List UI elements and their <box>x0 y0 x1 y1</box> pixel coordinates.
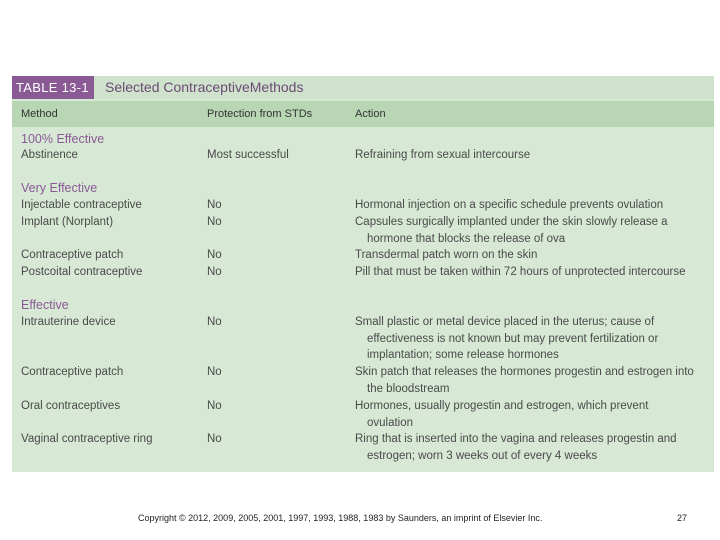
action-cell: Refraining from sexual intercourse <box>355 149 531 161</box>
method-cell: Oral contraceptives <box>21 400 121 412</box>
action-cell: Small plastic or metal device placed in the uterus; cause of effectiveness is not known but may prevent fertilization or implantation; some release hormones <box>355 316 659 362</box>
action-cell: Hormones, usually progestin and estrogen, which prevent ovulation <box>355 400 649 429</box>
protection-cell: No <box>207 199 222 211</box>
protection-cell: No <box>207 433 222 445</box>
action-cell: Hormonal injection on a specific schedule prevents ovulation <box>355 199 664 211</box>
column-header-action: Action <box>355 108 386 120</box>
protection-cell: No <box>207 400 222 412</box>
action-cell: Transdermal patch worn on the skin <box>355 249 538 261</box>
action-cell: Ring that is inserted into the vagina and releases progestin and estrogen; worn 3 weeks out of every 4 weeks <box>355 433 677 462</box>
action-cell: Capsules surgically implanted under the skin slowly release a hormone that blocks the release of ova <box>355 216 668 245</box>
method-cell: Abstinence <box>21 149 78 161</box>
action-cell: Skin patch that releases the hormones progestin and estrogen into the bloodstream <box>355 366 694 395</box>
section-heading-100-effective: 100% Effective <box>21 132 105 146</box>
copyright-notice: Copyright © 2012, 2009, 2005, 2001, 1997, 1993, 1988, 1983 by Saunders, an imprint of Elsevier Inc. <box>138 513 543 523</box>
protection-cell: No <box>207 316 222 328</box>
table-title: Selected ContraceptiveMethods <box>105 79 304 95</box>
method-cell: Contraceptive patch <box>21 249 124 261</box>
action-cell: Pill that must be taken within 72 hours of unprotected intercourse <box>355 266 686 278</box>
table-number-label: TABLE 13-1 <box>12 76 94 99</box>
section-heading-effective: Effective <box>21 298 69 312</box>
table-header-row <box>12 101 714 127</box>
protection-cell: Most successful <box>207 149 289 161</box>
section-heading-very-effective: Very Effective <box>21 181 98 195</box>
protection-cell: No <box>207 216 222 228</box>
method-cell: Injectable contraceptive <box>21 199 142 211</box>
protection-cell: No <box>207 266 222 278</box>
method-cell: Vaginal contraceptive ring <box>21 433 153 445</box>
table-title-bar <box>12 76 714 99</box>
protection-cell: No <box>207 366 222 378</box>
method-cell: Implant (Norplant) <box>21 216 114 228</box>
column-header-protection: Protection from STDs <box>207 108 313 120</box>
column-header-method: Method <box>21 108 58 120</box>
method-cell: Postcoital contraceptive <box>21 266 143 278</box>
method-cell: Contraceptive patch <box>21 366 124 378</box>
protection-cell: No <box>207 249 222 261</box>
page-number: 27 <box>677 513 688 523</box>
method-cell: Intrauterine device <box>21 316 116 328</box>
contraceptive-methods-table <box>12 76 714 472</box>
